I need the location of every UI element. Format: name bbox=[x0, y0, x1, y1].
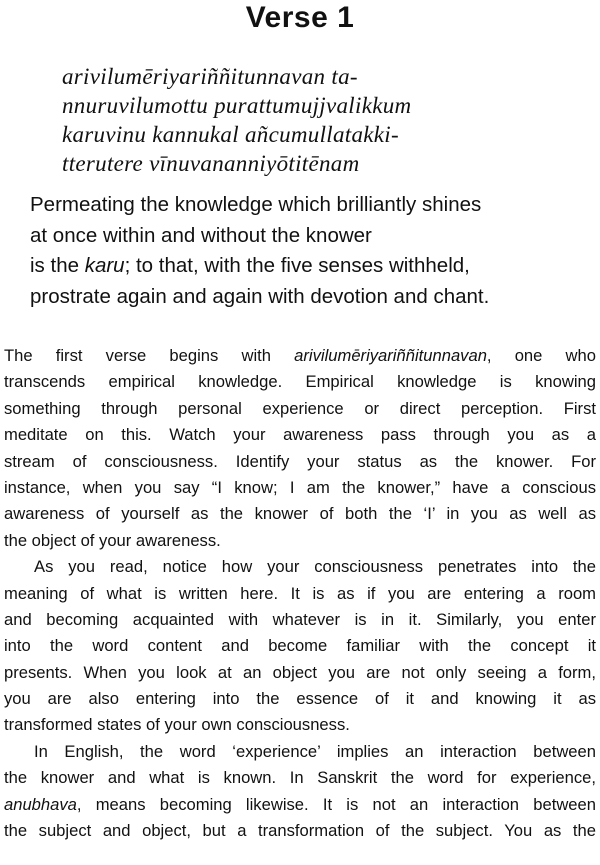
commentary-line: and becoming acquainted with whatever is in it. Similarly, you enter bbox=[4, 609, 596, 629]
verse-translation bbox=[30, 190, 590, 312]
commentary-line: In English, the word ‘experience’ implies an interaction between bbox=[34, 741, 596, 761]
verse-heading: Verse 1 bbox=[245, 1, 355, 34]
translation-line: is the karu; to that, with the five senses withheld, bbox=[30, 254, 470, 277]
commentary-line: The first verse begins with arivilumēriyariññitunnavan, one who bbox=[4, 346, 596, 365]
karu-term: karu bbox=[84, 254, 125, 277]
commentary-line: instance, when you say “I know; I am the knower,” have a conscious bbox=[4, 477, 596, 497]
commentary-line: As you read, notice how your consciousness penetrates into the bbox=[34, 557, 596, 577]
commentary-line: stream of consciousness. Identify your status as the knower. For bbox=[4, 451, 596, 471]
commentary-line: meaning of what is written here. It is as if you are entering a room bbox=[4, 583, 596, 603]
translation-line: Permeating the knowledge which brilliantly shines bbox=[30, 193, 482, 216]
verse-line: tterutere vīnuvananniyōtitēnam bbox=[62, 151, 360, 176]
translation-line: at once within and without the knower bbox=[30, 223, 372, 247]
verse-line: arivilumēriyariññitunnavan ta- bbox=[62, 64, 358, 89]
commentary-line: the knower and what is known. In Sanskrit the word for experience, bbox=[4, 768, 596, 788]
verse-transliteration bbox=[62, 62, 582, 178]
commentary-line: into the word content and become familiar with the concept it bbox=[4, 636, 596, 656]
verse-line: nnuruvilumottu purattumujjvalikkum bbox=[62, 93, 412, 118]
commentary-line: the subject and object, but a transformation of the subject. You as the bbox=[4, 821, 596, 841]
verse-line: karuvinu kannukal añcumullatakki- bbox=[62, 122, 399, 147]
commentary-line: something through personal experience or direct perception. First bbox=[4, 398, 596, 418]
commentary-line: the object of your awareness. bbox=[4, 530, 221, 550]
commentary-line: transcends empirical knowledge. Empirical knowledge is knowing bbox=[4, 372, 596, 392]
commentary-line: you are also entering into the essence of it and knowing it as bbox=[4, 689, 596, 709]
commentary-line: transformed states of your own consciousness. bbox=[4, 715, 350, 735]
commentary-line: awareness of yourself as the knower of both the ‘I’ in you as well as bbox=[4, 504, 596, 524]
commentary-line: presents. When you look at an object you are not only seeing a form, bbox=[4, 662, 596, 682]
commentary-text bbox=[4, 343, 596, 844]
commentary-line: anubhava, means becoming likewise. It is not an interaction between bbox=[4, 794, 596, 814]
commentary-line: meditate on this. Watch your awareness pass through you as a bbox=[4, 425, 596, 445]
translation-line: prostrate again and again with devotion and chant. bbox=[30, 284, 490, 308]
